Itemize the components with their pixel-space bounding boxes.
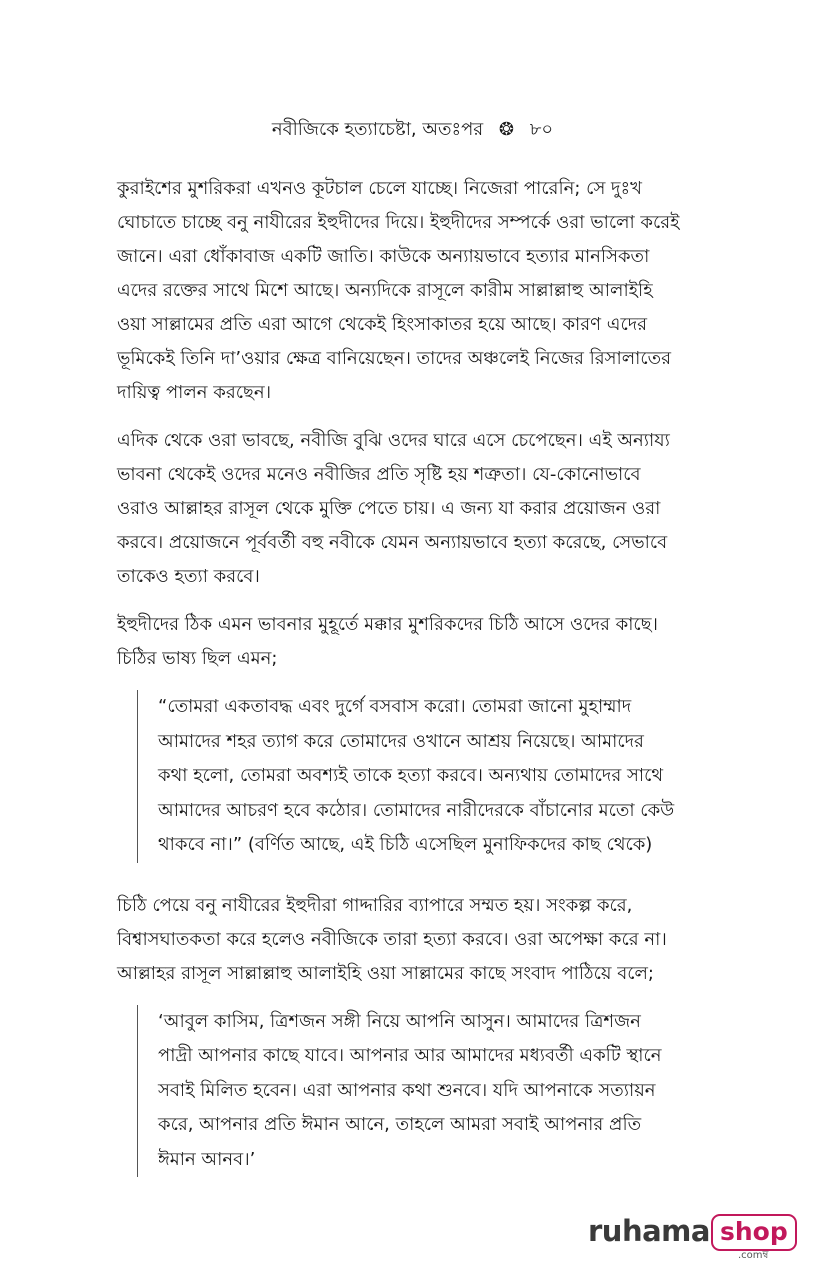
ruhamashop-logo: [588, 1212, 788, 1261]
paragraph-line: তাকেও হত্যা করবে।: [117, 566, 260, 587]
paragraph-line: ওয়া সাল্লামের প্রতি এরা আগে থেকেই হিংসাকাতর হয়ে আছে। কারণ এদের: [117, 314, 648, 335]
quote-line: “তোমরা একতাবদ্ধ এবং দুর্গে বসবাস করো। তোমরা জানো মুহাম্মাদ: [158, 696, 632, 717]
paragraph-line: জানে। এরা ধোঁকাবাজ একটি জাতি। কাউকে অন্যায়ভাবে হত্যার মানসিকতা: [117, 246, 650, 267]
header-separator-icon: ❂: [498, 119, 515, 140]
paragraph-line: কুরাইশের মুশরিকরা এখনও কূটচাল চেলে যাচ্ছে। নিজেরা পারেনি; সে দুঃখ: [117, 178, 642, 199]
quote-line: পাদ্রী আপনার কাছে যাবে। আপনার আর আমাদের মধ্যবর্তী একটি স্থানে: [158, 1045, 662, 1066]
logo-shop-badge: shop: [711, 1214, 797, 1251]
quote-line: কথা হলো, তোমরা অবশ্যই তাকে হত্যা করবে। অন্যথায় তোমাদের সাথে: [158, 765, 663, 786]
paragraph-line: এদের রক্তের সাথে মিশে আছে। অন্যদিকে রাসূলে কারীম সাল্লাল্লাহু আলাইহি: [117, 280, 653, 301]
logo-word: ruhama: [588, 1214, 710, 1248]
header-title: নবীজিকে হত্যাচেষ্টা, অতঃপর: [271, 119, 484, 140]
logo-dotcom: .comম্ব: [738, 1250, 769, 1261]
paragraph-line: ঘোচাতে চাচ্ছে বনু নাযীরের ইহুদীদের দিয়ে। ইহুদীদের সম্পর্কে ওরা ভালো করেই: [117, 212, 680, 233]
paragraph-3: [117, 608, 709, 676]
paragraph-line: চিঠির ভাষ্য ছিল এমন;: [117, 648, 278, 669]
paragraph-line: ইহুদীদের ঠিক এমন ভাবনার মুহূর্তে মক্কার মুশরিকদের চিঠি আসে ওদের কাছে।: [117, 614, 658, 635]
paragraph-line: আল্লাহর রাসূল সাল্লাল্লাহু আলাইহি ওয়া সাল্লামের কাছে সংবাদ পাঠিয়ে বলে;: [117, 962, 654, 984]
page-number: ৮০: [529, 119, 554, 140]
paragraph-line: ওরাও আল্লাহর রাসূল থেকে মুক্তি পেতে চায়। এ জন্য যা করার প্রয়োজন ওরা: [117, 498, 661, 519]
quote-line: আমাদের শহর ত্যাগ করে তোমাদের ওখানে আশ্রয় নিয়েছে। আমাদের: [158, 730, 644, 752]
paragraph-line: এদিক থেকে ওরা ভাবছে, নবীজি বুঝি ওদের ঘারে এসে চেপেছেন। এই অন্যায্য: [117, 430, 670, 451]
quote-line: আমাদের আচরণ হবে কঠোর। তোমাদের নারীদেরকে বাঁচানোর মতো কেউ: [158, 799, 675, 821]
quote-line: সবাই মিলিত হবেন। এরা আপনার কথা শুনবে। যদি আপনাকে সত্যায়ন: [158, 1079, 656, 1101]
paragraph-line: ভাবনা থেকেই ওদের মনেও নবীজির প্রতি সৃষ্টি হয় শত্রুতা। যে-কোনোভাবে: [117, 464, 641, 485]
quote-line: করে, আপনার প্রতি ঈমান আনে, তাহলে আমরা সবাই আপনার প্রতি: [158, 1114, 642, 1135]
blockquote-letter: [137, 690, 709, 863]
quote-line: ঈমান আনব।’: [158, 1148, 256, 1170]
paragraph-line: দায়িত্ব পালন করছেন।: [117, 382, 272, 403]
quote-line: থাকবে না।” (বর্ণিত আছে, এই চিঠি এসেছিল মুনাফিকদের কাছ থেকে): [158, 834, 653, 855]
running-header: [0, 118, 825, 142]
paragraph-1: [117, 172, 709, 410]
paragraph-line: চিঠি পেয়ে বনু নাযীরের ইহুদীরা গাদ্দারির ব্যাপারে সম্মত হয়। সংকল্প করে,: [117, 894, 633, 916]
paragraph-line: বিশ্বাসঘাতকতা করে হলেও নবীজিকে তারা হত্যা করবে। ওরা অপেক্ষা করে না।: [117, 928, 667, 950]
paragraph-line: ভূমিকেই তিনি দা’ওয়ার ক্ষেত্র বানিয়েছেন। তাদের অঞ্চলেই নিজের রিসালাতের: [117, 348, 672, 369]
page-body: [117, 172, 709, 1203]
paragraph-2: [117, 424, 709, 594]
blockquote-message: [137, 1005, 709, 1178]
quote-line: ‘আবুল কাসিম, ত্রিশজন সঙ্গী নিয়ে আপনি আসুন। আমাদের ত্রিশজন: [158, 1010, 641, 1032]
paragraph-line: করবে। প্রয়োজনে পূর্ববর্তী বহু নবীকে যেমন অন্যায়ভাবে হত্যা করেছে, সেভাবে: [117, 532, 668, 553]
paragraph-4: [117, 889, 709, 991]
